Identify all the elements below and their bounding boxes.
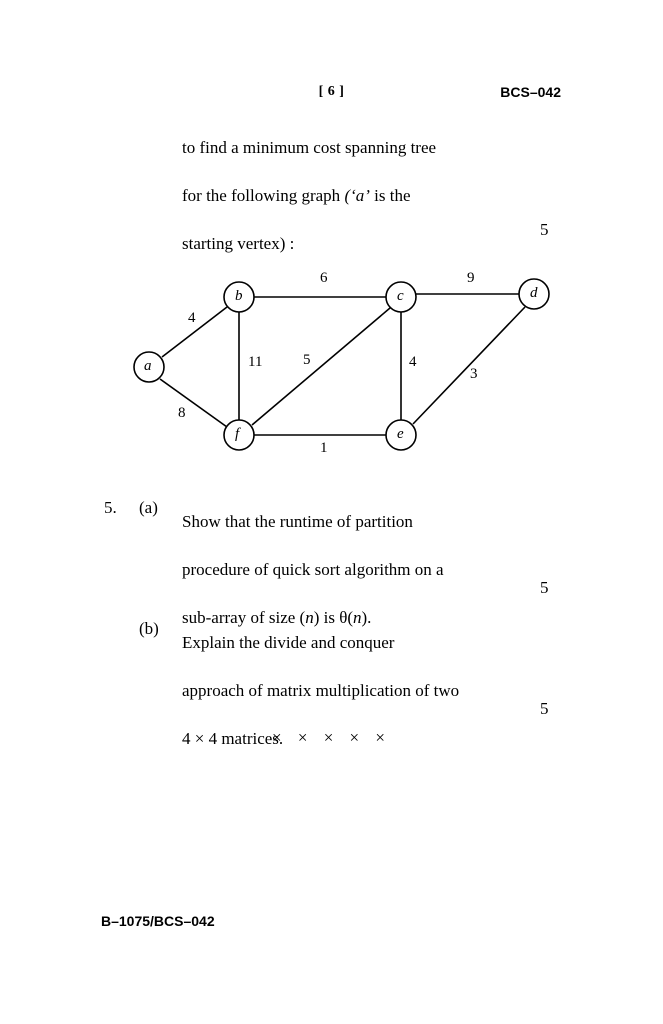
question-5a-label: (a) (139, 498, 158, 517)
edge-weight-ef: 1 (320, 440, 328, 456)
node-label-d: d (530, 285, 538, 301)
edge-weight-af: 8 (178, 405, 186, 421)
edge-weight-cf: 5 (303, 352, 311, 368)
q4-line-3: starting vertex) : (182, 234, 295, 253)
q4-line-2: for the following graph (‘a’ is the (182, 186, 411, 205)
end-of-paper-marker: × × × × × (272, 728, 391, 747)
q5a-line-2: procedure of quick sort algorithm on a (182, 560, 444, 579)
edge-weight-de: 3 (470, 366, 478, 382)
q5a-marks: 5 (540, 578, 549, 597)
edge-weight-bf: 11 (248, 354, 263, 370)
question-4-continued (182, 124, 558, 268)
graph-figure (110, 262, 570, 482)
page-header (0, 84, 663, 104)
q5b-marks: 5 (540, 699, 549, 718)
q4-line-1: to find a minimum cost spanning tree (182, 138, 437, 157)
edge-weight-ce: 4 (409, 354, 417, 370)
edge-weight-ab: 4 (188, 310, 196, 326)
node-label-b: b (235, 288, 243, 304)
q5b-line-2: approach of matrix multiplication of two (182, 681, 460, 700)
graph-svg (110, 262, 570, 482)
q5a-line-3: sub-array of size (n) is θ(n). (182, 608, 372, 627)
footer-code: B–1075/BCS–042 (101, 913, 215, 929)
q4-marks: 5 (540, 220, 549, 239)
graph-edges (160, 294, 525, 435)
node-label-c: c (397, 288, 404, 304)
page-number: [ 6 ] (318, 84, 345, 99)
node-label-e: e (397, 426, 404, 442)
node-label-f: f (235, 426, 240, 442)
question-5b-label: (b) (139, 619, 159, 638)
node-label-a: a (144, 358, 152, 374)
q5b-line-1: Explain the divide and conquer (182, 633, 395, 652)
graph-nodes (134, 279, 549, 450)
course-code: BCS–042 (500, 84, 561, 100)
q5a-line-1: Show that the runtime of partition (182, 512, 413, 531)
edge-weight-bc: 6 (320, 270, 328, 286)
question-5-number: 5. (104, 498, 117, 517)
edge-weight-cd: 9 (467, 270, 475, 286)
q5b-line-3: 4 × 4 matrices. (182, 729, 284, 748)
